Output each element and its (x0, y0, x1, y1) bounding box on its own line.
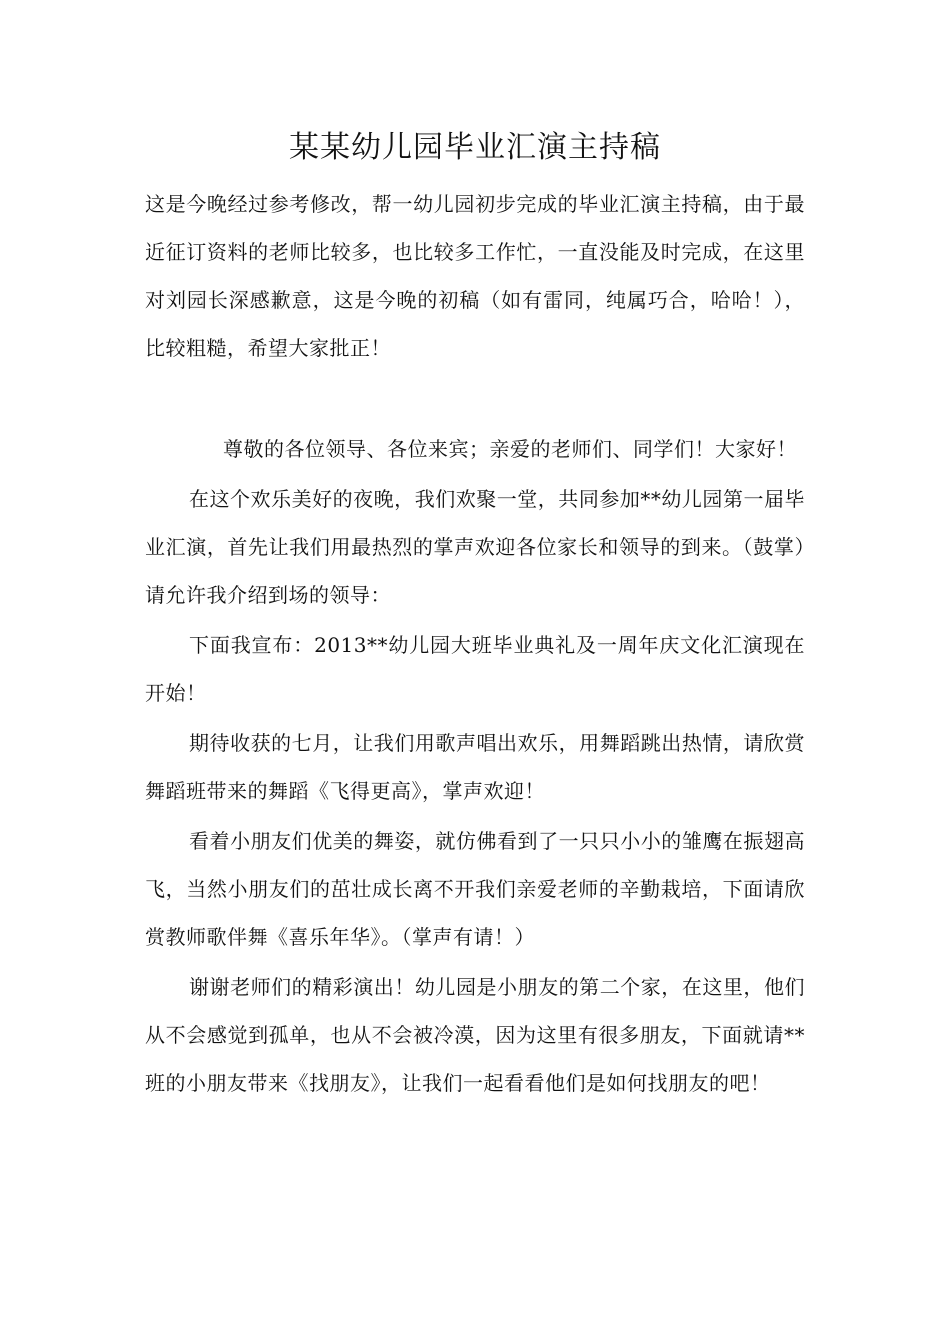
dance-intro-paragraph: 期待收获的七月，让我们用歌声唱出欢乐，用舞蹈跳出热情，请欣赏舞蹈班带来的舞蹈《飞得更高》，掌声欢迎！ (145, 731, 805, 803)
find-friends-paragraph: 谢谢老师们的精彩演出！幼儿园是小朋友的第二个家，在这里，他们从不会感觉到孤单，也从不会被冷漠，因为这里有很多朋友，下面就请**班的小朋友带来《找朋友》，让我们一起看看他们是如何找朋友的吧！ (145, 975, 805, 1095)
announcement-paragraph: 下面我宣布：2013**幼儿园大班毕业典礼及一周年庆文化汇演现在开始！ (145, 633, 805, 705)
intro-section (145, 180, 805, 372)
teacher-performance-paragraph: 看着小朋友们优美的舞姿，就仿佛看到了一只只小小的雏鹰在振翅高飞，当然小朋友们的茁壮成长离不开我们亲爱老师的辛勤栽培，下面请欣赏教师歌伴舞《喜乐年华》。（掌声有请！） (145, 829, 805, 949)
script-body (145, 425, 805, 1109)
opening-paragraph: 在这个欢乐美好的夜晚，我们欢聚一堂，共同参加**幼儿园第一届毕业汇演，首先让我们用最热烈的掌声欢迎各位家长和领导的到来。（鼓掌）请允许我介绍到场的领导： (145, 487, 805, 607)
intro-paragraph: 这是今晚经过参考修改，帮一幼儿园初步完成的毕业汇演主持稿，由于最近征订资料的老师比较多，也比较多工作忙，一直没能及时完成，在这里对刘园长深感歉意，这是今晚的初稿（如有雷同，纯属巧合，哈哈！），比较粗糙，希望大家批正！ (145, 192, 805, 360)
greeting-paragraph: 尊敬的各位领导、各位来宾；亲爱的老师们、同学们！大家好！ (223, 437, 797, 461)
document-title: 某某幼儿园毕业汇演主持稿 (289, 130, 661, 165)
